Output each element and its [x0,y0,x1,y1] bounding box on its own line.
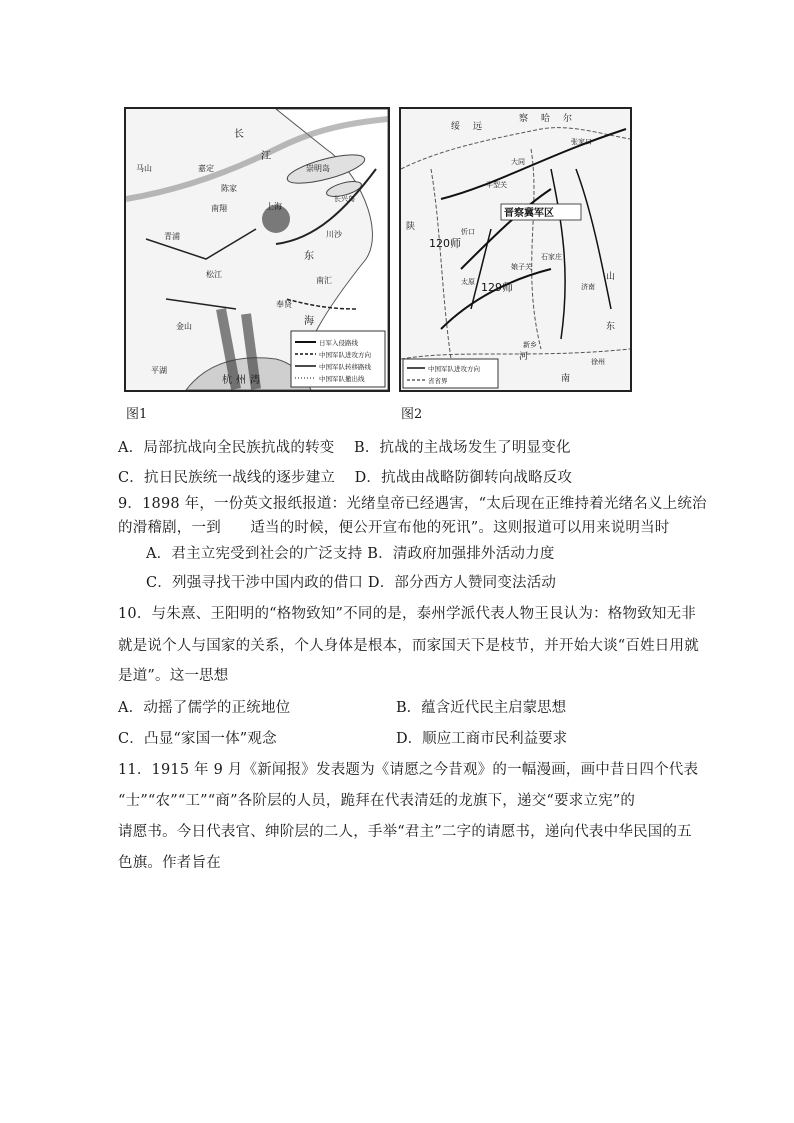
q10-option-d: D．顺应工商市民利益要求 [396,731,568,747]
q11-stem-line-4: 色旗。作者旨在 [118,855,221,871]
q10-stem-line-2: 就是说个人与国家的关系，个人身体是根本，而家国天下是枝节，并开始大谈“百姓日用就 [118,638,699,654]
fig2-label: 120师 [429,237,461,250]
q9-stem-line-2: 的滑稽剧，一到 适当的时候，便公开宣布他的死讯”。这则报道可以用来说明当时 [118,520,670,536]
fig1-label: 湾 [250,375,260,386]
fig2-label: 徐州 [591,358,605,366]
fig1-label: 上海 [266,202,282,211]
figure-2-map [399,107,632,392]
figure-2-caption: 图2 [401,407,423,422]
q10-option-c: C．凸显“家国一体”观念 [118,731,277,747]
q10-stem-line-1: 10．与朱熹、王阳明的“格物致知”不同的是，泰州学派代表人物王艮认为：格物致知无非 [118,606,696,622]
fig1-label: 金山 [176,322,192,331]
q10-stem-line-3: 是道”。这一思想 [118,668,229,684]
fig1-label: 平湖 [151,366,167,375]
fig2-legend-item: 省省界 [428,377,448,385]
fig2-label: 新乡 [523,341,537,349]
q8-option-ab [118,436,571,457]
fig1-label: 南汇 [316,276,332,285]
fig2-label: 129师 [481,281,513,294]
q11-stem-line-3: 请愿书。今日代表官、绅阶层的二人，手举“君主”二字的请愿书，递向代表中华民国的五 [118,824,692,840]
fig2-label: 绥 [451,122,461,132]
fig1-label: 杭 [222,375,232,386]
figure-2-map-drawing [401,109,630,390]
fig1-label: 陈家 [221,184,237,193]
fig2-label: 忻口 [461,228,475,236]
fig2-label: 济南 [581,283,595,291]
fig1-legend-item: 中国军队转移路线 [319,363,371,371]
fig2-label: 南 [561,374,571,384]
q8-option-b: B．抗战的主战场发生了明显变化 [354,440,571,456]
fig1-label: 崇明岛 [306,164,330,173]
q10-option-a: A．动摇了儒学的正统地位 [118,700,291,716]
q8-option-d: D．抗战由战略防御转向战略反攻 [354,470,573,486]
fig2-label: 哈 [541,114,551,124]
fig1-label: 马山 [136,164,152,173]
fig1-label: 嘉定 [198,164,214,173]
fig2-region-label: 晋察冀军区 [504,208,554,219]
fig2-label: 平型关 [486,181,507,189]
fig1-label: 江 [261,151,271,162]
fig2-label: 大同 [511,158,525,166]
fig1-label: 青浦 [164,232,180,241]
fig2-label: 陕 [406,222,416,232]
q9-options-cd: C．列强寻找干涉中国内政的借口 D．部分西方人赞同变法活动 [146,575,557,591]
q8-option-cd [118,466,572,487]
fig2-legend-item: 中国军队进攻方向 [428,365,480,373]
q11-stem-line-2: “士”“农”“工”“商”各阶层的人员，跪拜在代表清廷的龙旗下，递交“要求立宪”的 [118,793,636,809]
fig1-legend-item: 中国军队撤出线 [319,375,365,383]
fig1-label: 松江 [206,270,222,279]
fig2-label: 河 [519,352,529,362]
figure-1-map [124,107,390,392]
fig2-label: 张家口 [571,138,592,146]
fig2-label: 远 [473,122,483,132]
q10-option-b: B．蕴含近代民主启蒙思想 [396,700,567,716]
q9-stem-line-1: 9．1898 年，一份英文报纸报道：光绪皇帝已经遇害，“太后现在正维持着光绪名义上统治 [118,496,707,512]
q8-option-c: C．抗日民族统一战线的逐步建立 [118,470,336,486]
fig1-label: 长兴岛 [334,195,355,203]
fig1-label: 南翔 [211,204,227,213]
fig2-label: 山 [606,272,616,282]
q8-option-a: A．局部抗战向全民族抗战的转变 [118,440,335,456]
q11-stem-line-1: 11．1915 年 9 月《新闻报》发表题为《请愿之今昔观》的一幅漫画，画中昔日四个代表 [118,762,699,778]
fig2-label: 察 [519,114,529,124]
q9-options-ab: A．君主立宪受到社会的广泛支持 B．清政府加强排外活动力度 [146,546,555,562]
fig1-label: 川沙 [326,230,342,239]
fig2-label: 太原 [461,278,475,286]
fig2-label: 东 [606,322,616,332]
fig2-label: 尔 [563,114,573,124]
figure-1-map-drawing [126,109,388,390]
fig2-label: 石家庄 [541,253,562,261]
fig1-label: 海 [304,316,314,327]
fig1-label: 奉贤 [276,300,292,309]
fig1-legend-item: 日军入侵路线 [319,339,358,347]
fig1-label: 东 [304,251,314,262]
figure-1-caption: 图1 [126,407,148,422]
fig1-label: 州 [236,375,246,386]
fig2-legend-box [403,359,498,388]
fig1-legend-item: 中国军队进攻方向 [319,351,371,359]
fig2-label: 娘子关 [511,263,532,271]
fig1-label: 长 [234,129,244,140]
